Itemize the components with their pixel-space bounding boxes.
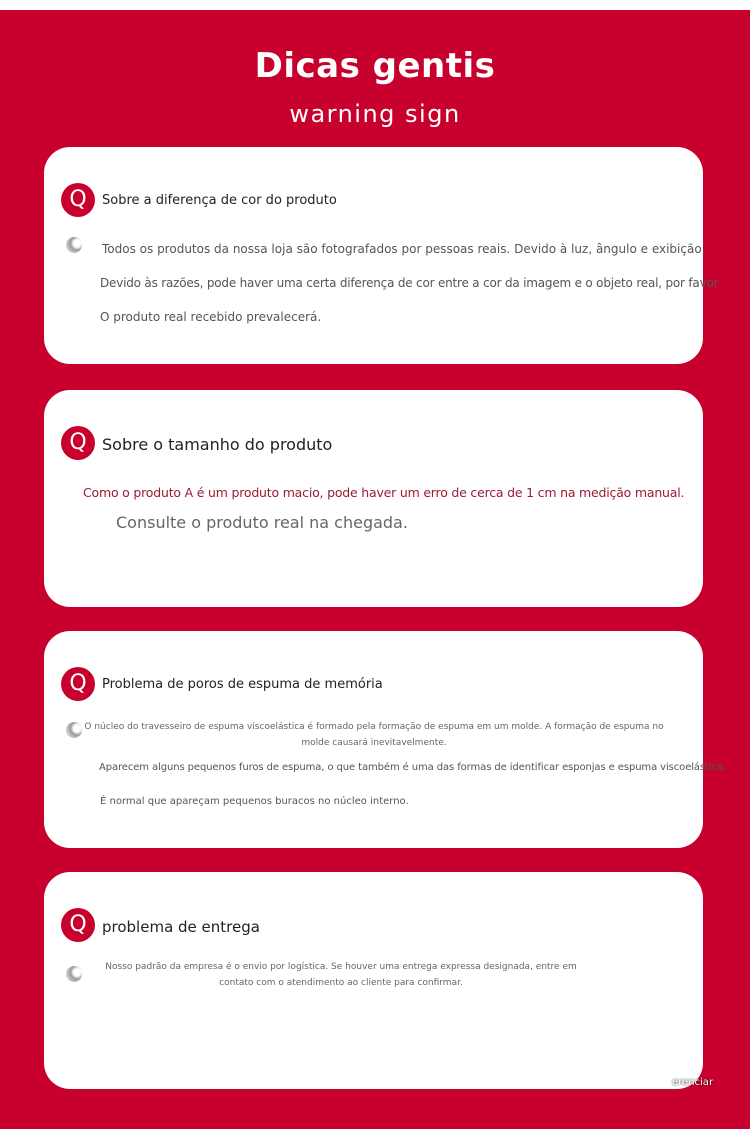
card-text-line: Aparecem alguns pequenos furos de espuma, o que também é uma das formas de identificar esponjas e espuma viscoelástica. [99, 762, 727, 773]
q-badge-icon: Q [61, 426, 95, 460]
card-text-line: O produto real recebido prevalecerá. [100, 310, 322, 324]
card-color-difference [44, 147, 719, 364]
card-foam-pores [44, 631, 727, 848]
manage-button[interactable]: erenciar [672, 1077, 714, 1088]
bullet-icon [66, 722, 82, 738]
card-title: Problema de poros de espuma de memória [102, 677, 383, 692]
card-text-line: Todos os produtos da nossa loja são fotografados por pessoas reais. Devido à luz, ângulo e exibição, [102, 242, 706, 256]
card-text-line: Devido às razões, pode haver uma certa diferença de cor entre a cor da imagem e o objeto real, por favor [100, 276, 719, 290]
card-product-size [44, 390, 703, 607]
card-highlight-text: Como o produto A é um produto macio, pode haver um erro de cerca de 1 cm na medição manual. [83, 485, 685, 500]
card-text-line: É normal que apareçam pequenos buracos no núcleo interno. [100, 796, 409, 807]
page-subtitle: warning sign [289, 100, 461, 128]
q-badge-icon: Q [61, 667, 95, 701]
card-text-line: Nosso padrão da empresa é o envio por logística. Se houver uma entrega expressa designada, entre em contato com o atendimento ao cliente para confirmar. [105, 962, 577, 988]
card-text-line: O núcleo do travesseiro de espuma viscoelástica é formado pela formação de espuma em um molde. A formação de espuma no molde causará inevitavelmente. [84, 722, 664, 748]
page-title: Dicas gentis [254, 46, 496, 86]
card-title: Sobre a diferença de cor do produto [102, 193, 337, 208]
card-title: problema de entrega [102, 918, 260, 936]
bullet-icon [66, 237, 82, 253]
q-badge-icon: Q [61, 183, 95, 217]
card-delivery [44, 872, 703, 1089]
card-title: Sobre o tamanho do produto [102, 435, 333, 454]
q-badge-icon: Q [61, 908, 95, 942]
card-text-line: Consulte o produto real na chegada. [116, 513, 408, 532]
bullet-icon [66, 966, 82, 982]
